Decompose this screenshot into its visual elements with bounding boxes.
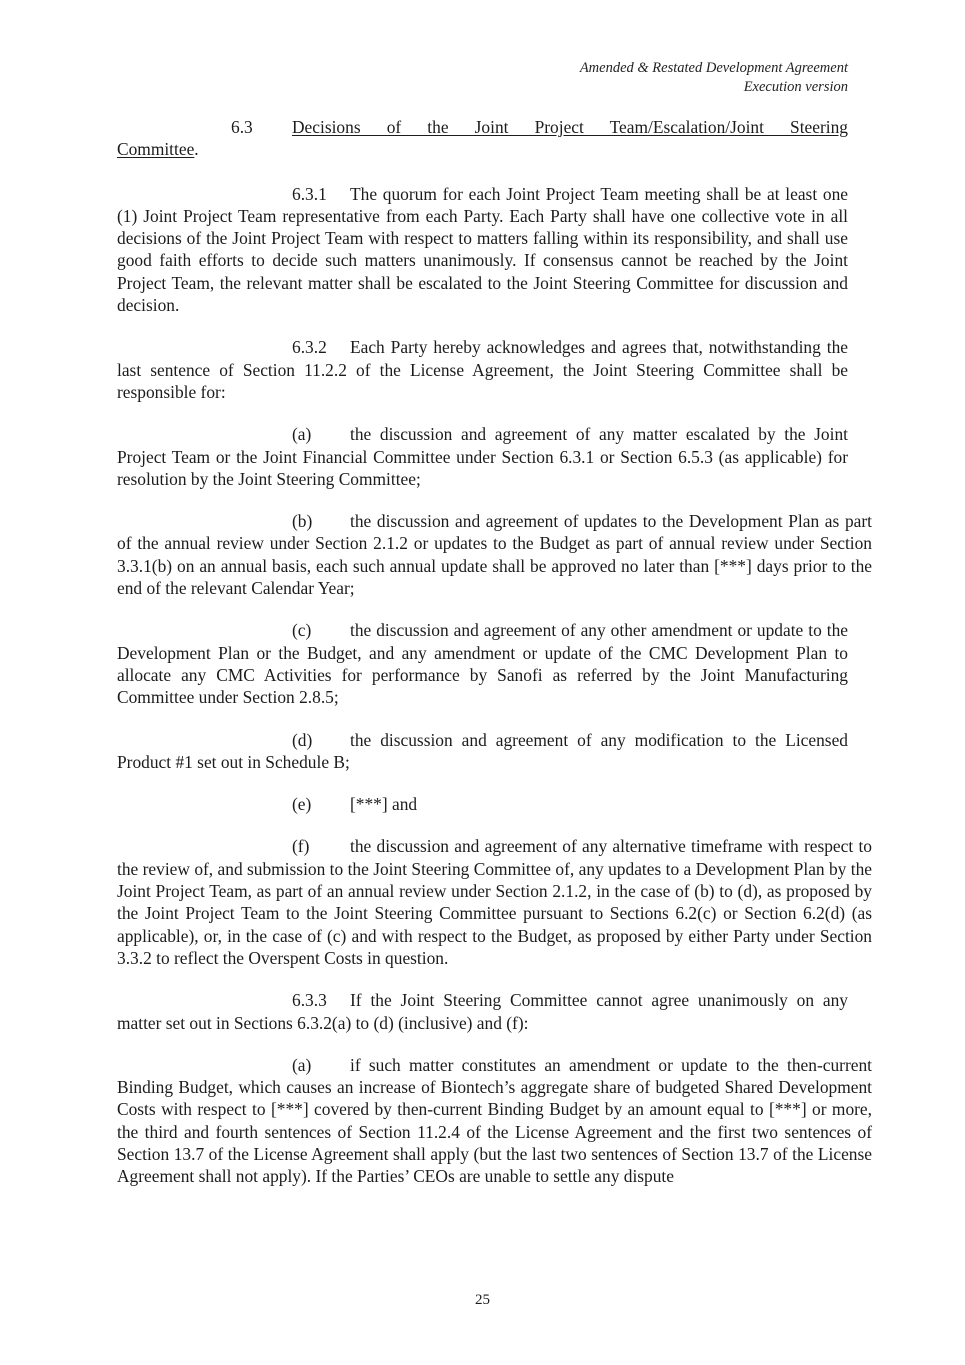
item-6-3-3-a	[117, 1054, 872, 1188]
item-label: (e)	[292, 794, 312, 815]
clause-text: The quorum for each Joint Project Team meeting shall be at least one (1) Joint Project Team representative from each Party. Each Party shall have one collective vote in all decisions of the Joint Project Team with respect to matters falling within its responsibility, and shall use good faith efforts to decide such matters unanimously. If consensus cannot be reached by the Joint Project Team, the relevant matter shall be escalated to the Joint Steering Committee for discussion and decision.	[117, 183, 848, 316]
item-d	[117, 729, 848, 774]
item-label: (c)	[292, 620, 312, 641]
clause-text: Each Party hereby acknowledges and agrees that, notwithstanding the last sentence of Section 11.2.2 of the License Agreement, the Joint Steering Committee shall be responsible for:	[117, 337, 848, 402]
item-b	[117, 510, 872, 599]
document-body	[117, 116, 872, 1188]
item-e	[117, 793, 848, 815]
paragraph-6-3-1	[117, 183, 848, 317]
item-f	[117, 835, 872, 969]
item-c	[117, 619, 848, 708]
running-header	[580, 59, 848, 97]
section-title-line2: Committee	[117, 139, 195, 160]
section-heading	[117, 116, 848, 138]
item-text: the discussion and agreement of any other amendment or update to the Development Plan or the Budget, and any amendment or update of the CMC Development Plan to allocate any CMC Activities for performance by Sanofi as referred by the Joint Manufacturing Committee under Section 2.8.5;	[117, 620, 848, 708]
item-label: (b)	[292, 511, 313, 532]
paragraph-6-3-3	[117, 989, 848, 1034]
item-text: the discussion and agreement of updates to the Development Plan as part of the annual review under Section 2.1.2 or updates to the Budget as part of annual review under Section 3.3.1(b) on an annual basis, each such annual update shall be approved no later than [***] days prior to the end of the relevant Calendar Year;	[117, 511, 872, 599]
paragraph-6-3-2	[117, 336, 848, 403]
clause-number: 6.3.2	[292, 337, 327, 358]
header-title: Amended & Restated Development Agreement	[579, 60, 848, 76]
item-label: (f)	[292, 836, 310, 857]
item-label: (a)	[292, 1054, 312, 1075]
section-heading-line2	[117, 138, 848, 160]
item-label: (d)	[292, 729, 313, 750]
item-a	[117, 423, 848, 490]
item-label: (a)	[292, 424, 312, 445]
section-title-end: .	[194, 139, 199, 160]
clause-text: If the Joint Steering Committee cannot agree unanimously on any matter set out in Sections 6.3.2(a) to (d) (inclusive) and (f):	[117, 990, 848, 1033]
clause-number: 6.3.3	[292, 990, 327, 1011]
item-text: the discussion and agreement of any matter escalated by the Joint Project Team or the Joint Financial Committee under Section 6.3.1 or Section 6.5.3 (as applicable) for resolution by the Joint Steering Committee;	[117, 424, 848, 489]
item-text: the discussion and agreement of any alternative timeframe with respect to the review of, and submission to the Joint Steering Committee of, any updates to a Development Plan by the Joint Project Team, as part of an annual review under Section 2.1.2, in the case of (b) to (d), as proposed by the Joint Project Team to the Joint Steering Committee pursuant to Sections 6.2(c) or Section 6.2(d) (as applicable), or, in the case of (c) and with respect to the Budget, as proposed by either Party under Section 3.3.2 to reflect the Overspent Costs in question.	[117, 836, 872, 968]
item-text: [***] and	[350, 794, 418, 815]
header-version: Execution version	[743, 79, 848, 95]
section-title-line1: Decisions of the Joint Project Team/Escalation/Joint Steering	[292, 117, 848, 137]
page-number: 25	[475, 1292, 490, 1308]
item-text: if such matter constitutes an amendment or update to the then-current Binding Budget, which causes an increase of Biontech’s aggregate share of budgeted Shared Development Costs with respect to [***] covered by then-current Binding Budget by an amount equal to [***] or more, the third and fourth sentences of Section 11.2.4 of the License Agreement and the first two sentences of Section 13.7 of the License Agreement shall apply (but the last two sentences of Section 13.7 of the License Agreement shall not apply). If the Parties’ CEOs are unable to settle any dispute	[117, 1054, 872, 1187]
section-number: 6.3	[231, 117, 253, 137]
item-text: the discussion and agreement of any modification to the Licensed Product #1 set out in Schedule B;	[117, 729, 848, 772]
clause-number: 6.3.1	[292, 183, 327, 204]
